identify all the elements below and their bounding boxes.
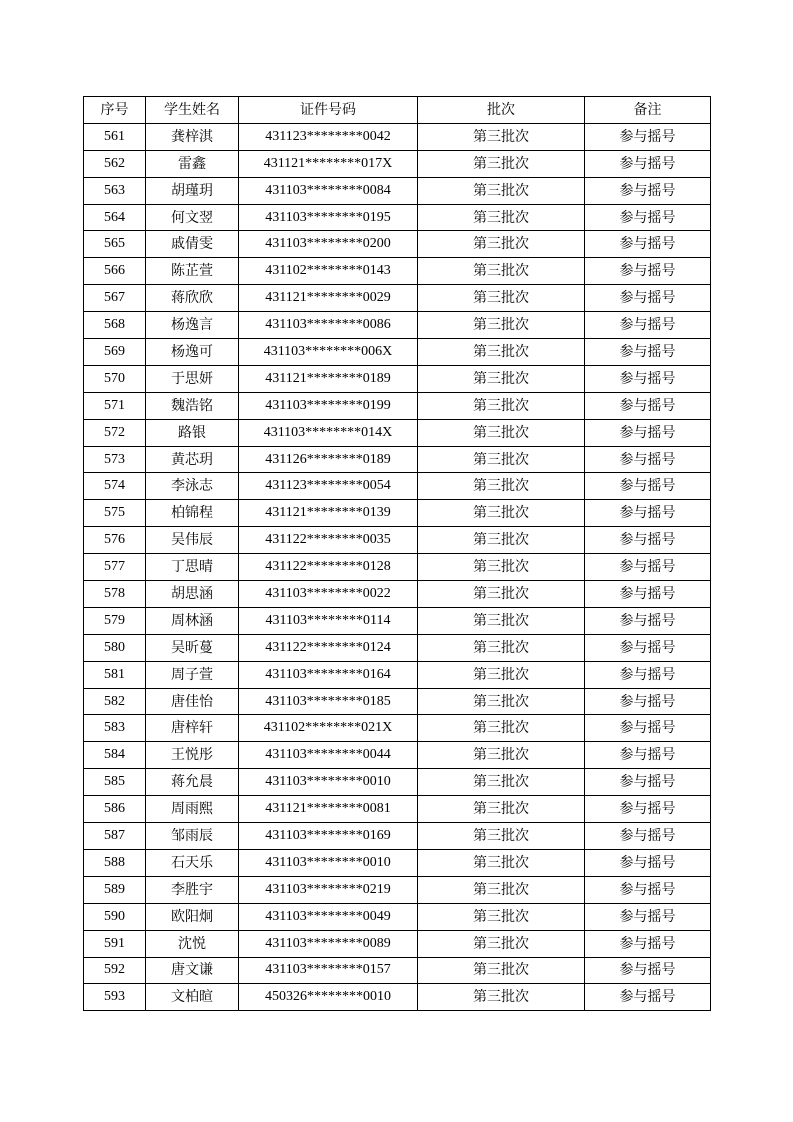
table-row [84, 984, 711, 1011]
remark-cell: 参与摇号 [585, 527, 711, 554]
header-row [84, 97, 711, 124]
student-name-cell: 柏锦程 [146, 500, 239, 527]
remark-cell: 参与摇号 [585, 177, 711, 204]
serial-number-cell: 565 [84, 231, 146, 258]
id-number-cell: 431103********0157 [239, 957, 418, 984]
batch-cell: 第三批次 [418, 688, 585, 715]
serial-number-cell: 570 [84, 365, 146, 392]
serial-number-cell: 572 [84, 419, 146, 446]
remark-cell: 参与摇号 [585, 500, 711, 527]
serial-number-cell: 578 [84, 581, 146, 608]
remark-cell: 参与摇号 [585, 339, 711, 366]
serial-number-cell: 579 [84, 607, 146, 634]
id-number-cell: 431103********0084 [239, 177, 418, 204]
id-number-cell: 431103********0086 [239, 312, 418, 339]
table-row [84, 634, 711, 661]
remark-cell: 参与摇号 [585, 312, 711, 339]
remark-cell: 参与摇号 [585, 554, 711, 581]
table-row [84, 204, 711, 231]
remark-cell: 参与摇号 [585, 581, 711, 608]
batch-cell: 第三批次 [418, 849, 585, 876]
remark-cell: 参与摇号 [585, 930, 711, 957]
batch-cell: 第三批次 [418, 312, 585, 339]
table-row [84, 607, 711, 634]
serial-number-cell: 583 [84, 715, 146, 742]
remark-cell: 参与摇号 [585, 365, 711, 392]
id-number-cell: 431122********0035 [239, 527, 418, 554]
serial-number-cell: 588 [84, 849, 146, 876]
table-row [84, 661, 711, 688]
id-number-cell: 431122********0128 [239, 554, 418, 581]
batch-cell: 第三批次 [418, 634, 585, 661]
remark-cell: 参与摇号 [585, 285, 711, 312]
serial-number-cell: 568 [84, 312, 146, 339]
student-name-cell: 雷鑫 [146, 150, 239, 177]
batch-cell: 第三批次 [418, 769, 585, 796]
student-list-sheet [83, 96, 711, 1011]
id-number-cell: 431103********0200 [239, 231, 418, 258]
batch-cell: 第三批次 [418, 984, 585, 1011]
table-row [84, 903, 711, 930]
remark-cell: 参与摇号 [585, 769, 711, 796]
remark-cell: 参与摇号 [585, 903, 711, 930]
id-number-cell: 431103********0169 [239, 823, 418, 850]
table-row [84, 419, 711, 446]
batch-cell: 第三批次 [418, 231, 585, 258]
table-row [84, 258, 711, 285]
header-student-name: 学生姓名 [146, 97, 239, 124]
student-name-cell: 戚倩雯 [146, 231, 239, 258]
serial-number-cell: 564 [84, 204, 146, 231]
student-name-cell: 沈悦 [146, 930, 239, 957]
table-row [84, 285, 711, 312]
serial-number-cell: 575 [84, 500, 146, 527]
serial-number-cell: 581 [84, 661, 146, 688]
table-body [84, 123, 711, 1010]
id-number-cell: 431126********0189 [239, 446, 418, 473]
remark-cell: 参与摇号 [585, 849, 711, 876]
table-row [84, 796, 711, 823]
batch-cell: 第三批次 [418, 957, 585, 984]
student-name-cell: 丁思晴 [146, 554, 239, 581]
student-name-cell: 蒋欣欣 [146, 285, 239, 312]
student-name-cell: 蒋允晨 [146, 769, 239, 796]
batch-cell: 第三批次 [418, 339, 585, 366]
table-row [84, 876, 711, 903]
table-row [84, 769, 711, 796]
student-name-cell: 吴伟辰 [146, 527, 239, 554]
batch-cell: 第三批次 [418, 392, 585, 419]
id-number-cell: 431103********0010 [239, 849, 418, 876]
table-row [84, 177, 711, 204]
remark-cell: 参与摇号 [585, 957, 711, 984]
remark-cell: 参与摇号 [585, 231, 711, 258]
batch-cell: 第三批次 [418, 554, 585, 581]
student-name-cell: 杨逸言 [146, 312, 239, 339]
id-number-cell: 431103********0022 [239, 581, 418, 608]
table-row [84, 715, 711, 742]
batch-cell: 第三批次 [418, 419, 585, 446]
id-number-cell: 431103********0114 [239, 607, 418, 634]
id-number-cell: 431123********0054 [239, 473, 418, 500]
batch-cell: 第三批次 [418, 473, 585, 500]
remark-cell: 参与摇号 [585, 796, 711, 823]
table-row [84, 930, 711, 957]
id-number-cell: 431103********0089 [239, 930, 418, 957]
table-row [84, 849, 711, 876]
table-row [84, 473, 711, 500]
batch-cell: 第三批次 [418, 527, 585, 554]
serial-number-cell: 592 [84, 957, 146, 984]
remark-cell: 参与摇号 [585, 473, 711, 500]
remark-cell: 参与摇号 [585, 123, 711, 150]
student-name-cell: 胡思涵 [146, 581, 239, 608]
batch-cell: 第三批次 [418, 903, 585, 930]
id-number-cell: 431121********0081 [239, 796, 418, 823]
serial-number-cell: 571 [84, 392, 146, 419]
student-name-cell: 文柏暄 [146, 984, 239, 1011]
serial-number-cell: 580 [84, 634, 146, 661]
table-row [84, 231, 711, 258]
table-row [84, 527, 711, 554]
table-row [84, 742, 711, 769]
student-name-cell: 路银 [146, 419, 239, 446]
batch-cell: 第三批次 [418, 150, 585, 177]
id-number-cell: 431103********0010 [239, 769, 418, 796]
batch-cell: 第三批次 [418, 177, 585, 204]
student-name-cell: 吴昕蔓 [146, 634, 239, 661]
remark-cell: 参与摇号 [585, 823, 711, 850]
batch-cell: 第三批次 [418, 446, 585, 473]
id-number-cell: 431103********0185 [239, 688, 418, 715]
id-number-cell: 431103********0199 [239, 392, 418, 419]
batch-cell: 第三批次 [418, 742, 585, 769]
id-number-cell: 431102********0143 [239, 258, 418, 285]
remark-cell: 参与摇号 [585, 150, 711, 177]
remark-cell: 参与摇号 [585, 634, 711, 661]
serial-number-cell: 561 [84, 123, 146, 150]
student-name-cell: 李胜宇 [146, 876, 239, 903]
remark-cell: 参与摇号 [585, 258, 711, 285]
student-name-cell: 陈芷萱 [146, 258, 239, 285]
table-row [84, 312, 711, 339]
table-row [84, 581, 711, 608]
batch-cell: 第三批次 [418, 607, 585, 634]
remark-cell: 参与摇号 [585, 419, 711, 446]
header-remark: 备注 [585, 97, 711, 124]
id-number-cell: 431103********0044 [239, 742, 418, 769]
remark-cell: 参与摇号 [585, 742, 711, 769]
table-row [84, 688, 711, 715]
id-number-cell: 431103********0164 [239, 661, 418, 688]
table-row [84, 446, 711, 473]
table-row [84, 554, 711, 581]
table-row [84, 957, 711, 984]
batch-cell: 第三批次 [418, 123, 585, 150]
student-name-cell: 周子萱 [146, 661, 239, 688]
serial-number-cell: 563 [84, 177, 146, 204]
header-id-number: 证件号码 [239, 97, 418, 124]
table-header [84, 97, 711, 124]
student-name-cell: 王悦彤 [146, 742, 239, 769]
student-name-cell: 邹雨辰 [146, 823, 239, 850]
id-number-cell: 431103********0049 [239, 903, 418, 930]
header-batch: 批次 [418, 97, 585, 124]
serial-number-cell: 562 [84, 150, 146, 177]
batch-cell: 第三批次 [418, 715, 585, 742]
id-number-cell: 431121********0139 [239, 500, 418, 527]
serial-number-cell: 569 [84, 339, 146, 366]
batch-cell: 第三批次 [418, 661, 585, 688]
remark-cell: 参与摇号 [585, 204, 711, 231]
remark-cell: 参与摇号 [585, 661, 711, 688]
student-name-cell: 石天乐 [146, 849, 239, 876]
id-number-cell: 431103********006X [239, 339, 418, 366]
serial-number-cell: 584 [84, 742, 146, 769]
serial-number-cell: 567 [84, 285, 146, 312]
table-row [84, 392, 711, 419]
id-number-cell: 431123********0042 [239, 123, 418, 150]
batch-cell: 第三批次 [418, 285, 585, 312]
id-number-cell: 431122********0124 [239, 634, 418, 661]
id-number-cell: 431102********021X [239, 715, 418, 742]
batch-cell: 第三批次 [418, 365, 585, 392]
serial-number-cell: 577 [84, 554, 146, 581]
student-name-cell: 周林涵 [146, 607, 239, 634]
serial-number-cell: 587 [84, 823, 146, 850]
serial-number-cell: 573 [84, 446, 146, 473]
student-name-cell: 黄芯玥 [146, 446, 239, 473]
serial-number-cell: 585 [84, 769, 146, 796]
remark-cell: 参与摇号 [585, 876, 711, 903]
batch-cell: 第三批次 [418, 930, 585, 957]
student-name-cell: 欧阳炯 [146, 903, 239, 930]
remark-cell: 参与摇号 [585, 688, 711, 715]
remark-cell: 参与摇号 [585, 715, 711, 742]
remark-cell: 参与摇号 [585, 607, 711, 634]
remark-cell: 参与摇号 [585, 446, 711, 473]
batch-cell: 第三批次 [418, 876, 585, 903]
student-name-cell: 周雨熙 [146, 796, 239, 823]
serial-number-cell: 586 [84, 796, 146, 823]
batch-cell: 第三批次 [418, 258, 585, 285]
table-row [84, 823, 711, 850]
serial-number-cell: 589 [84, 876, 146, 903]
student-name-cell: 杨逸可 [146, 339, 239, 366]
student-roster-table [83, 96, 711, 1011]
serial-number-cell: 574 [84, 473, 146, 500]
table-row [84, 500, 711, 527]
student-name-cell: 唐佳怡 [146, 688, 239, 715]
id-number-cell: 431103********0219 [239, 876, 418, 903]
header-serial-number: 序号 [84, 97, 146, 124]
id-number-cell: 450326********0010 [239, 984, 418, 1011]
student-name-cell: 胡瑾玥 [146, 177, 239, 204]
batch-cell: 第三批次 [418, 500, 585, 527]
table-row [84, 365, 711, 392]
batch-cell: 第三批次 [418, 823, 585, 850]
serial-number-cell: 576 [84, 527, 146, 554]
student-name-cell: 李泳志 [146, 473, 239, 500]
serial-number-cell: 593 [84, 984, 146, 1011]
batch-cell: 第三批次 [418, 796, 585, 823]
id-number-cell: 431103********0195 [239, 204, 418, 231]
table-row [84, 339, 711, 366]
id-number-cell: 431121********017X [239, 150, 418, 177]
serial-number-cell: 590 [84, 903, 146, 930]
id-number-cell: 431121********0189 [239, 365, 418, 392]
table-row [84, 150, 711, 177]
serial-number-cell: 566 [84, 258, 146, 285]
serial-number-cell: 582 [84, 688, 146, 715]
serial-number-cell: 591 [84, 930, 146, 957]
student-name-cell: 龚梓淇 [146, 123, 239, 150]
student-name-cell: 于思妍 [146, 365, 239, 392]
id-number-cell: 431103********014X [239, 419, 418, 446]
batch-cell: 第三批次 [418, 204, 585, 231]
id-number-cell: 431121********0029 [239, 285, 418, 312]
remark-cell: 参与摇号 [585, 984, 711, 1011]
table-row [84, 123, 711, 150]
student-name-cell: 唐梓轩 [146, 715, 239, 742]
student-name-cell: 魏浩铭 [146, 392, 239, 419]
student-name-cell: 唐文谦 [146, 957, 239, 984]
remark-cell: 参与摇号 [585, 392, 711, 419]
student-name-cell: 何文翌 [146, 204, 239, 231]
batch-cell: 第三批次 [418, 581, 585, 608]
